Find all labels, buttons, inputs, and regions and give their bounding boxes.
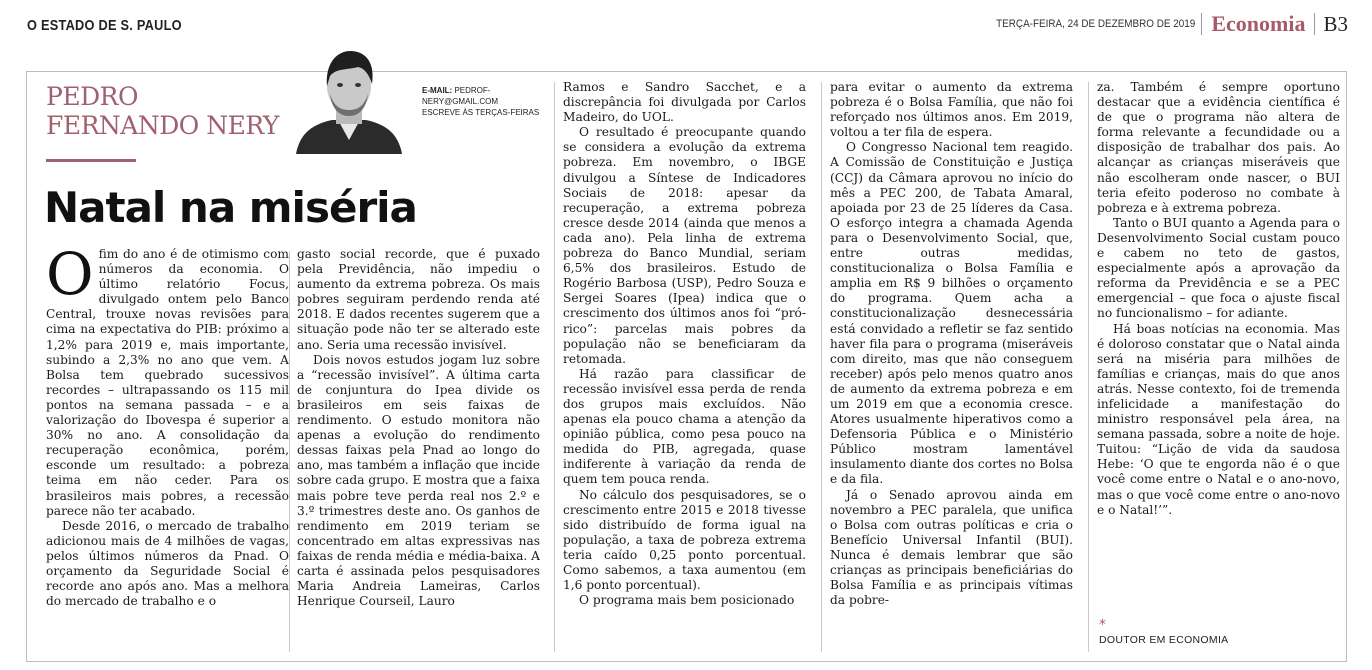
- author-portrait: [292, 40, 406, 154]
- paragraph: O resultado é preocupante quando se considera a evolução da extrema pobreza. Em novembro, o IBGE divulgou a Síntese de Indicadores Sociais de 2018: apesar da recuperação, a extrema pobreza cresce desde 2014 (ainda que menos a cada ano). Pela linha de extrema pobreza do Banco Mundial, seriam 6,5% dos brasileiros. Estudo de Rogério Barbosa (USP), Pedro Souza e Sergei Soares (Ipea) indica que o crescimento dos últimos anos foi “pró-rico”: parcelas mais pobres da população não se beneficiaram da retomada.: [563, 125, 806, 366]
- email-part2: NERY@GMAIL.COM: [422, 97, 498, 106]
- article-column-1: [46, 247, 289, 657]
- paragraph: O programa mais bem posicionado: [579, 593, 795, 608]
- author-first-name: PEDRO: [46, 82, 138, 111]
- email-part1: PEDROF-: [454, 86, 491, 95]
- email-label: E-MAIL:: [422, 86, 453, 95]
- newspaper-name: O ESTADO DE S. PAULO: [27, 17, 182, 34]
- paragraph: para evitar o aumento da extrema pobreza é o Bolsa Família, que não foi reforçado nos últimos anos. Em 2019, voltou a ter fila de espera.: [830, 80, 1073, 140]
- paragraph: O Congresso Nacional tem reagido. A Comissão de Constituição e Justiça (CCJ) da Câmara aprovou no início do mês a PEC 200, de Tabata Amaral, apoiada por 23 de 25 líderes da Casa. O esforço integra a chamada Agenda para o Desenvolvimento Social, que, entre outras medidas, constitucionaliza o Bolsa Família e amplia em R$ 9 bilhões o orçamento do programa. Quem acha a constitucionalização desnecessária está convidado a refletir se faz sentido haver fila para o programa (miseráveis com direito, mas que não conseguem receber) após pelo menos quatro anos de aumento da extrema pobreza e em um 2019 em que a economia cresce. Atores usualmente hiperativos como a Defensoria Pública e o Ministério Público mostram lamentável insulamento diante dos cortes no Bolsa e da fila.: [830, 140, 1073, 487]
- header-right: [974, 13, 1348, 35]
- article-column-5: [1097, 80, 1340, 610]
- column-schedule: ESCREVE ÀS TERÇAS-FEIRAS: [422, 108, 540, 117]
- page-number: B3: [1323, 12, 1348, 36]
- page-header: [0, 0, 1372, 44]
- paragraph: Ramos e Sandro Sacchet, e a discrepância foi divulgada por Carlos Madeiro, do UOL.: [563, 80, 806, 125]
- author-name: [46, 82, 326, 140]
- paragraph: Há razão para classificar de recessão invisível essa perda de renda dos grupos mais excluídos. Não apenas ela pouco chama a atenção da opinião pública, como pesa pouco na medida do PIB, agregada, quase indiferente à variação da renda de quem tem pouca renda.: [563, 366, 806, 487]
- paragraph: No cálculo dos pesquisadores, se o crescimento entre 2015 e 2018 tivesse sido distribuído de forma igual na população, a taxa de pobreza extrema teria caído 0,25 ponto porcentual. Como sabemos, a taxa aumentou (em 1,6 ponto porcentual).: [563, 487, 806, 593]
- issue-date: TERÇA-FEIRA, 24 DE DEZEMBRO DE 2019: [996, 18, 1196, 30]
- paragraph: Há boas notícias na economia. Mas é doloroso constatar que o Natal ainda será na miséria para milhões de famílias e crianças, mais do que anos atrás. Nesse contexto, foi de tremenda infelicidade a manifestação do ministro responsável pela área, na semana passada, sobre a noite de hoje. Tuitou: “Lição de vida da saudosa Hebe: ‘O que te engorda não é o que você come entre o Natal e o ano-novo, mas o que você come entre o ano-novo e o Natal!’”.: [1097, 321, 1340, 517]
- column-divider: [821, 82, 822, 652]
- paragraph: Dois novos estudos jogam luz sobre a “recessão invisível”. A última carta de conjuntura do Ipea divide os brasileiros em seis faixas de rendimento. O estudo monitora não apenas a evolução do rendimento dessas faixas pela Pnad ao longo do ano, mas também a inflação que incide sobre cada grupo. E mostra que a faixa mais pobre teve perda real nos 2.º e 3.º trimestres deste ano. Os ganhos de rendimento em 2019 teriam se concentrado em altas expressivas nas faixas de renda média e média-baixa. A carta é assinada pelos pesquisadores Maria Andreia Lameiras, Carlos Henrique Courseil, Lauro: [297, 352, 540, 609]
- paragraph: gasto social recorde, que é puxado pela Previdência, não impediu o aumento da extrema pobreza. Os mais pobres seguiram perdendo renda até 2018. E dados recentes sugerem que a situação pode não ter se alterado este ano. Seria uma recessão invisível.: [297, 247, 540, 352]
- author-last-name: FERNANDO NERY: [46, 111, 279, 140]
- paragraph: Já o Senado aprovou ainda em novembro a PEC paralela, que unifica o Bolsa com outras políticas e cria o Benefício Universal Infantil (BUI). Nunca é demais lembrar que são crianças as principais beneficiárias do Bolsa Família e as principais vítimas da pobre-: [830, 487, 1073, 608]
- article-headline: Natal na miséria: [44, 183, 417, 232]
- column-divider: [1088, 82, 1089, 652]
- asterisk-icon: *: [1099, 617, 1106, 633]
- paragraph: Desde 2016, o mercado de trabalho adicionou mais de 4 milhões de vagas, pelos últimos números da Pnad. O orçamento da Seguridade Social é recorde ano após ano. Mas a melhora do mercado de trabalho e o: [46, 518, 289, 609]
- article-column-2: [297, 247, 540, 657]
- article-column-4: [830, 80, 1073, 657]
- author-contact: [422, 85, 547, 118]
- author-underline: [46, 159, 136, 162]
- drop-cap: O: [46, 247, 94, 308]
- column-divider: [289, 251, 290, 652]
- section-name: Economia: [1201, 13, 1315, 35]
- paragraph-text: fim do ano é de otimismo com números da economia. O último relatório Focus, divulgado ontem pelo Banco Central, trouxe novas revisões para cima na expectativa do PIB: próximo a 1,2% para 2019 e, mais importante, subindo a 2,3% no ano que vem. A Bolsa tem quebrado sucessivos recordes – ultrapassando os 115 mil pontos na semana passada – e a valorização do Ibovespa é superior a 30% no ano. A consolidação da recuperação econômica, porém, esconde um resultado: a pobreza teima em não ceder. Para os brasileiros mais pobres, a recessão parece não ter acabado.: [46, 247, 289, 518]
- paragraph: [46, 247, 289, 519]
- paragraph: Tanto o BUI quanto a Agenda para o Desenvolvimento Social custam pouco e cabem no teto de gastos, especialmente após a aprovação da reforma da Previdência e se a PEC emergencial – que foca o ajuste fiscal no funcionalismo – for adiante.: [1097, 215, 1340, 321]
- column-divider: [554, 82, 555, 652]
- article-column-3: [563, 80, 806, 657]
- author-role: DOUTOR EM ECONOMIA: [1099, 634, 1229, 646]
- paragraph: za. Também é sempre oportuno destacar que a evidência científica é de que o programa não altera de forma relevante a fecundidade ou a disposição de trabalhar dos pais. Ao alcançar as crianças miseráveis que não escolheram onde nascer, o BUI teria efeito poderoso no combate à pobreza e à extrema pobreza.: [1097, 80, 1340, 215]
